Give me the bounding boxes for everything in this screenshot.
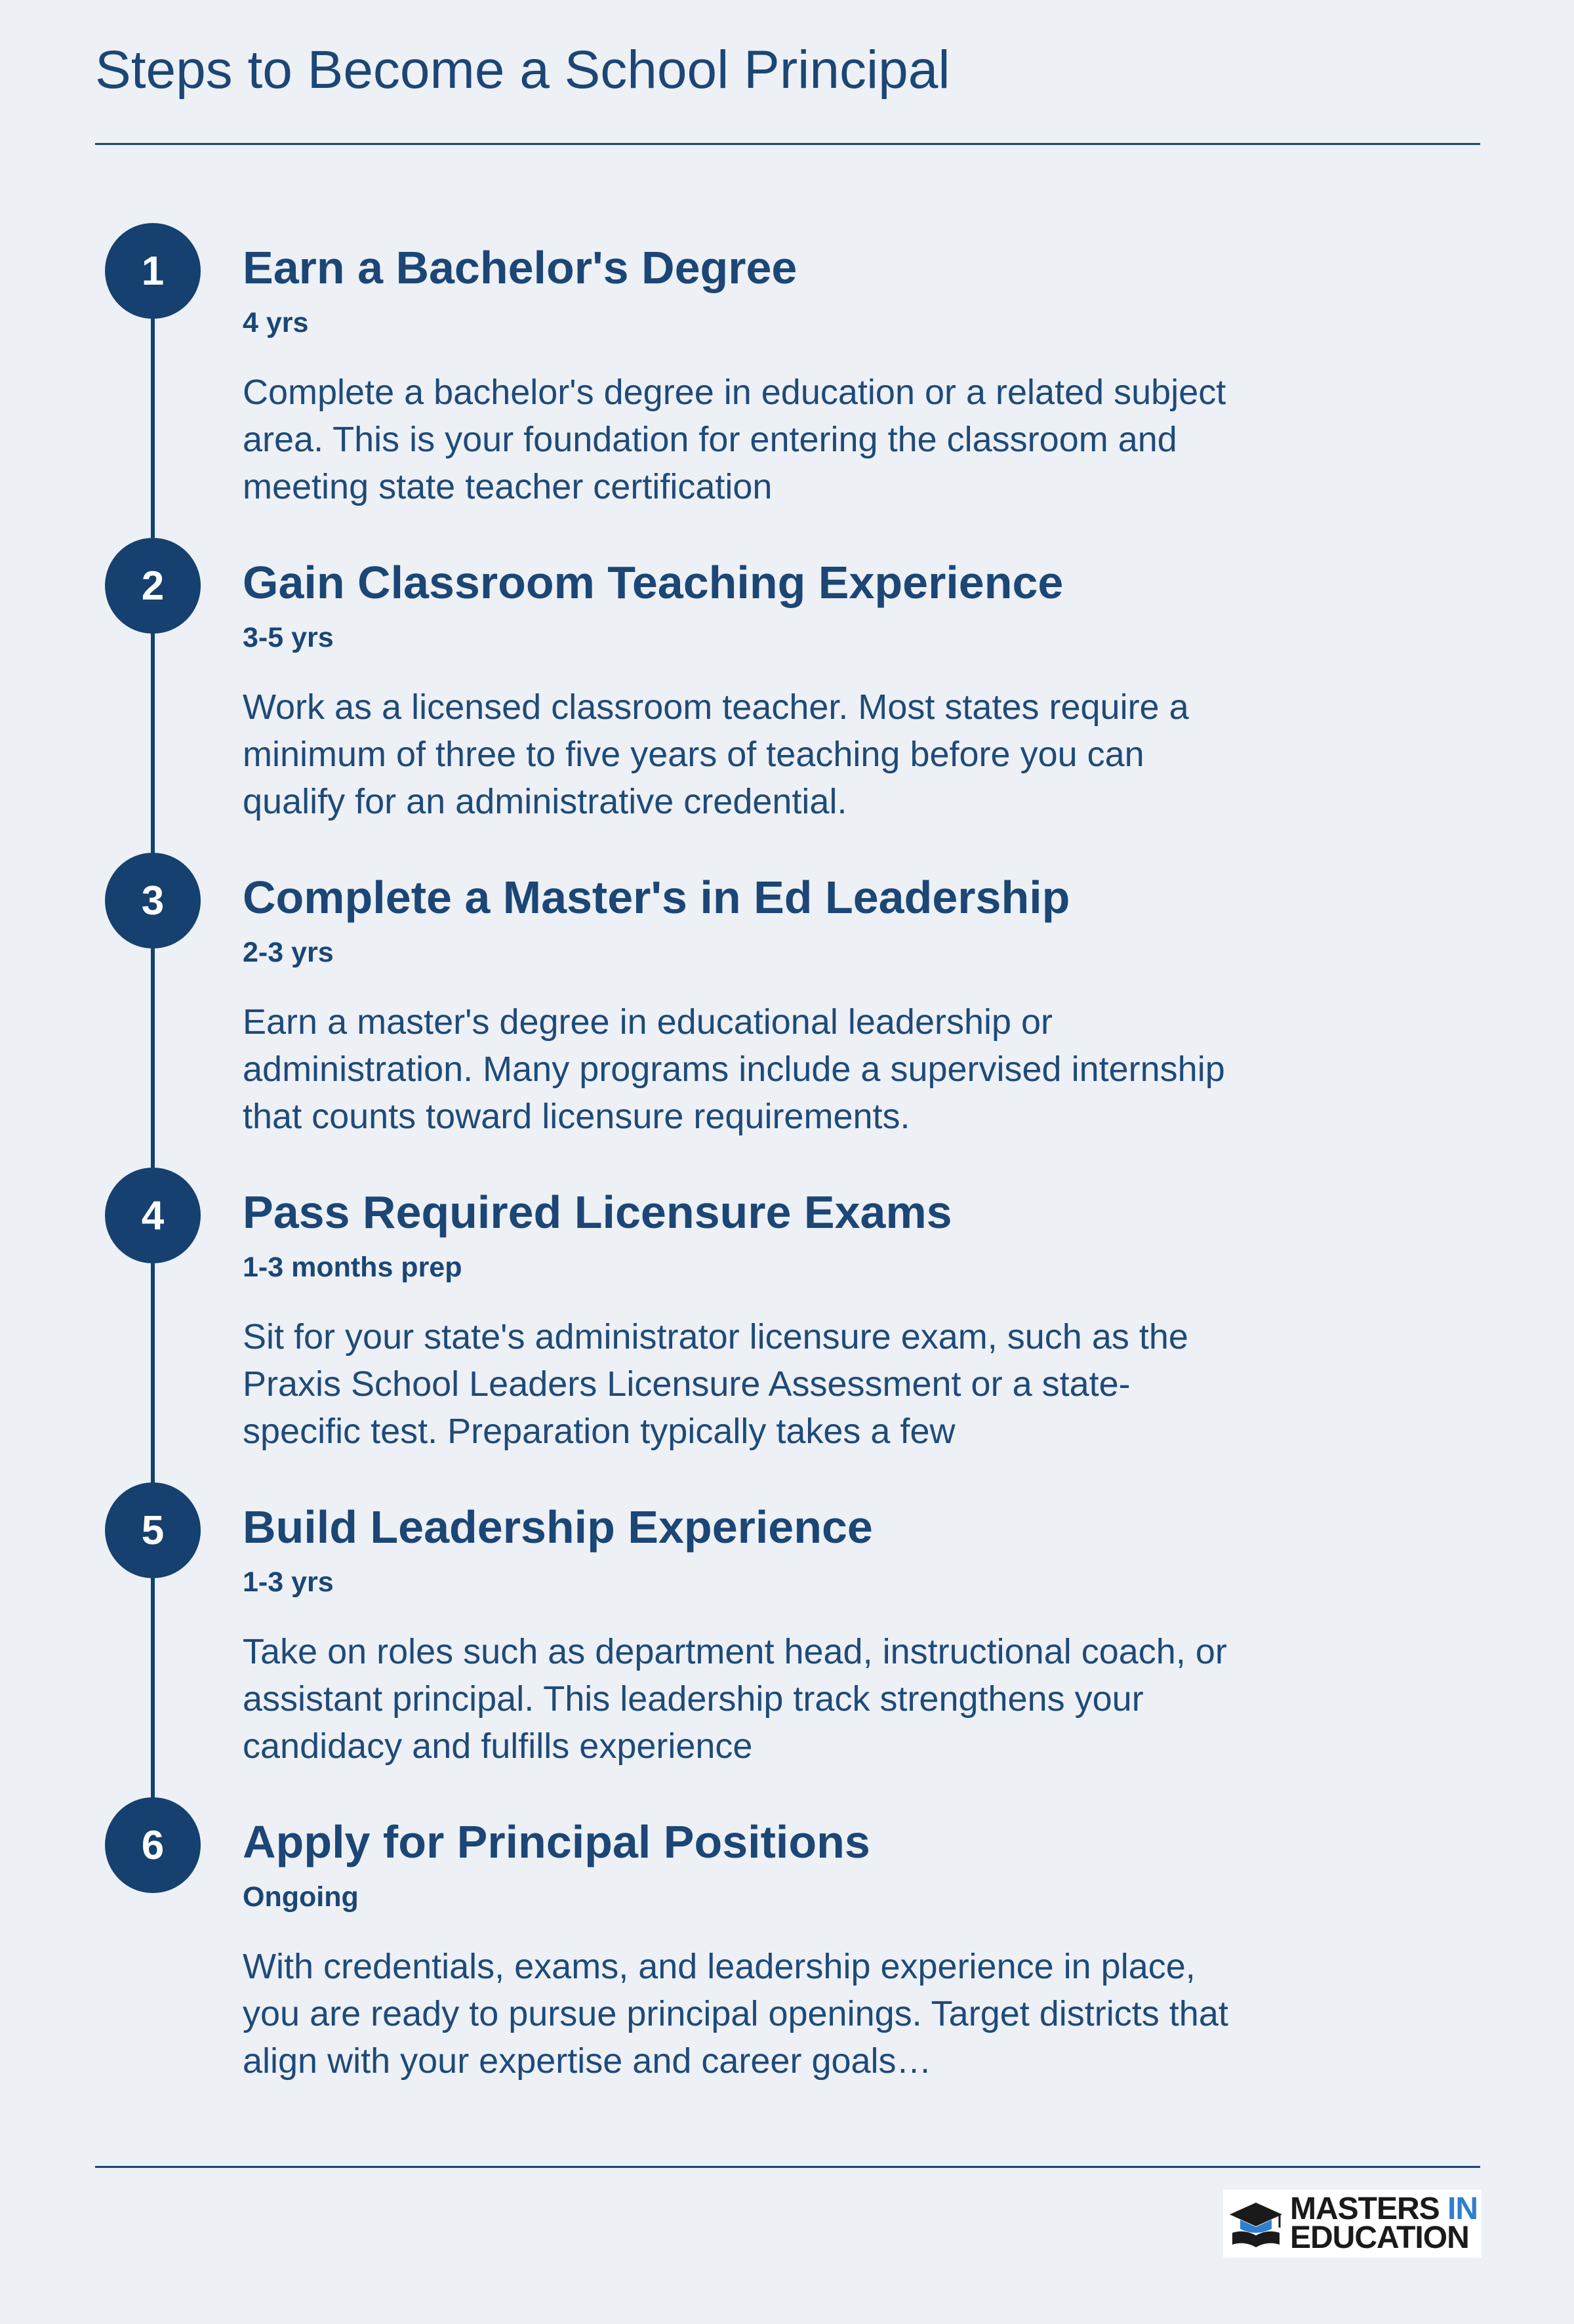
step-title: Pass Required Licensure Exams [243, 1187, 952, 1238]
step-duration: 3-5 yrs [243, 622, 334, 653]
step-description: Earn a master's degree in educational leadership or administration. Many programs include a supervised internship that counts toward licensure requirements. [243, 1002, 1225, 1136]
step-description: Work as a licensed classroom teacher. Most states require a minimum of three to five years of teaching before you can qualify for an administrative credential. [243, 687, 1189, 821]
step-description: Sit for your state's administrator licensure exam, such as the Praxis School Leaders Licensure Assessment or a state-specific test. Preparation typically takes a few [243, 1317, 1188, 1451]
step-6 [0, 1797, 1574, 2112]
step-description: With credentials, exams, and leadership experience in place, you are ready to pursue principal openings. Target districts that align with your expertise and career goals… [243, 1947, 1228, 2081]
step-duration: 2-3 yrs [243, 937, 334, 968]
footer-divider [95, 2166, 1480, 2168]
step-title: Gain Classroom Teaching Experience [243, 557, 1064, 608]
brand-name-masters: MASTERS [1290, 2191, 1440, 2226]
step-duration: 1-3 yrs [243, 1566, 334, 1598]
step-title: Earn a Bachelor's Degree [243, 242, 797, 293]
brand-name-education: EDUCATION [1290, 2220, 1469, 2255]
step-description: Take on roles such as department head, instructional coach, or assistant principal. This leadership track strengthens your candidacy and fulfills experience [243, 1632, 1227, 1766]
brand-logo [1223, 2190, 1482, 2258]
step-duration: 4 yrs [243, 307, 309, 338]
step-number-badge: 5 [105, 1482, 201, 1578]
step-title: Apply for Principal Positions [243, 1816, 870, 1867]
step-title: Build Leadership Experience [243, 1501, 873, 1553]
step-duration: Ongoing [243, 1881, 359, 1913]
page-title: Steps to Become a School Principal [95, 40, 950, 100]
step-description: Complete a bachelor's degree in education or a related subject area. This is your foundation for entering the classroom and meeting state teacher certification [243, 373, 1226, 506]
graduation-cap-book-icon [1226, 2193, 1286, 2254]
step-number-badge: 6 [105, 1797, 201, 1893]
step-duration: 1-3 months prep [243, 1252, 462, 1283]
step-2 [0, 538, 1574, 853]
step-number-badge: 2 [105, 538, 201, 634]
step-1 [0, 223, 1574, 538]
step-4 [0, 1168, 1574, 1482]
step-number-badge: 1 [105, 223, 201, 319]
step-number-badge: 3 [105, 853, 201, 948]
step-5 [0, 1482, 1574, 1797]
step-3 [0, 853, 1574, 1168]
step-title: Complete a Master's in Ed Leadership [243, 872, 1070, 923]
brand-name-in: IN [1447, 2191, 1478, 2226]
step-number-badge: 4 [105, 1168, 201, 1263]
header-divider [95, 143, 1480, 145]
